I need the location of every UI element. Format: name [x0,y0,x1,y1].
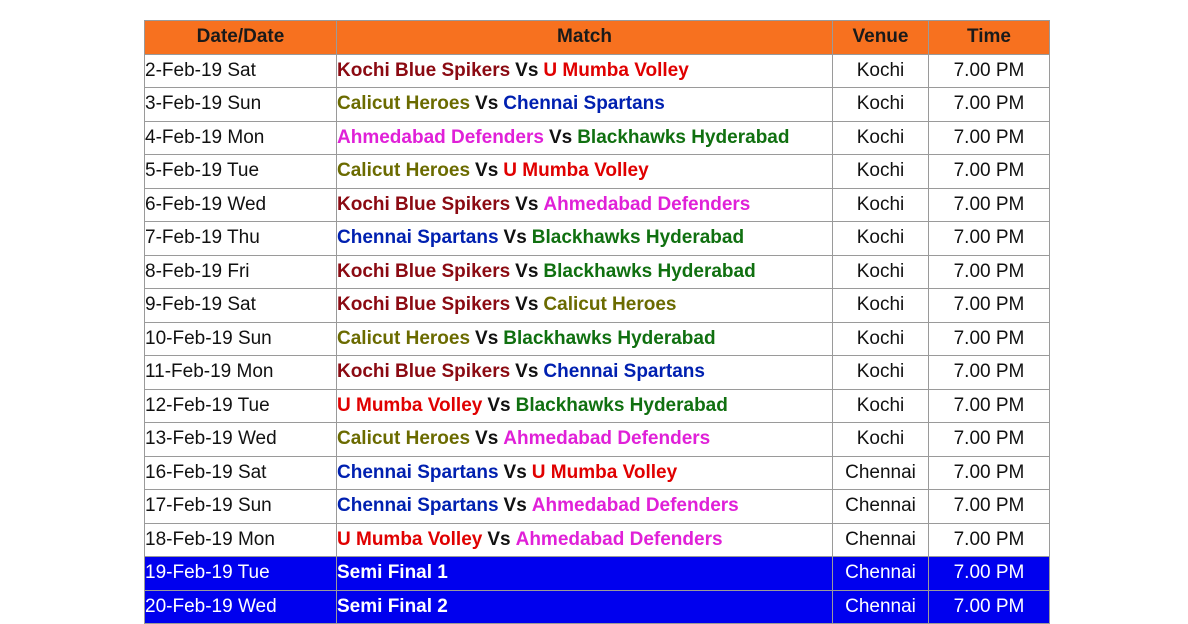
match-venue: Chennai [833,490,929,524]
match-date: 4-Feb-19 Mon [145,121,337,155]
team-away: Chennai Spartans [503,93,665,115]
vs-label: Vs [475,327,499,349]
match-venue: Kochi [833,423,929,457]
match-time: 7.00 PM [929,423,1050,457]
match-time: 7.00 PM [929,121,1050,155]
team-away: U Mumba Volley [531,461,678,483]
match-cell [337,356,833,390]
team-away: U Mumba Volley [503,160,649,182]
vs-label: Vs [487,394,511,416]
match-title: Semi Final 2 [337,595,448,617]
vs-label: Vs [475,160,499,182]
match-cell [337,155,833,189]
header-time: Time [929,21,1050,55]
team-home: Calicut Heroes [337,428,471,450]
table-row [145,54,1050,88]
header-row [145,21,1050,55]
match-cell [337,389,833,423]
match-date: 12-Feb-19 Tue [145,389,337,423]
team-home: Kochi Blue Spikers [337,361,511,383]
team-home: Calicut Heroes [337,93,471,115]
table-row [145,456,1050,490]
table-row [145,255,1050,289]
match-time: 7.00 PM [929,389,1050,423]
match-date: 10-Feb-19 Sun [145,322,337,356]
team-away: Blackhawks Hyderabad [531,227,745,249]
match-date: 2-Feb-19 Sat [145,54,337,88]
match-cell [337,322,833,356]
team-away: Blackhawks Hyderabad [515,394,728,416]
match-title: Semi Final 1 [337,562,448,584]
team-away: Blackhawks Hyderabad [503,327,716,349]
table-row [145,389,1050,423]
match-time: 7.00 PM [929,222,1050,256]
table-row [145,222,1050,256]
table-row [145,155,1050,189]
table-row [145,322,1050,356]
vs-label: Vs [475,428,499,450]
team-home: Chennai Spartans [337,461,499,483]
match-time: 7.00 PM [929,155,1050,189]
team-home: U Mumba Volley [337,528,483,550]
team-away: Ahmedabad Defenders [515,528,723,550]
match-venue: Kochi [833,322,929,356]
match-venue: Kochi [833,155,929,189]
match-date: 7-Feb-19 Thu [145,222,337,256]
match-time: 7.00 PM [929,557,1050,591]
vs-label: Vs [515,193,539,215]
match-date: 18-Feb-19 Mon [145,523,337,557]
table-row [145,523,1050,557]
match-time: 7.00 PM [929,490,1050,524]
match-cell [337,255,833,289]
team-home: Ahmedabad Defenders [337,126,544,148]
team-away: Calicut Heroes [543,294,677,316]
match-cell [337,289,833,323]
header-venue: Venue [833,21,929,55]
match-time: 7.00 PM [929,54,1050,88]
match-venue: Chennai [833,456,929,490]
match-venue: Kochi [833,255,929,289]
team-away: Ahmedabad Defenders [543,193,751,215]
team-home: Calicut Heroes [337,327,471,349]
team-home: Kochi Blue Spikers [337,59,511,81]
team-away: Ahmedabad Defenders [531,495,739,517]
match-date: 11-Feb-19 Mon [145,356,337,390]
match-time: 7.00 PM [929,356,1050,390]
match-time: 7.00 PM [929,523,1050,557]
team-home: Chennai Spartans [337,495,499,517]
table-row [145,356,1050,390]
table-row-final [145,557,1050,591]
team-away: Blackhawks Hyderabad [543,260,756,282]
match-cell [337,456,833,490]
match-time: 7.00 PM [929,322,1050,356]
match-venue: Kochi [833,121,929,155]
team-home: Kochi Blue Spikers [337,260,511,282]
match-venue: Chennai [833,557,929,591]
team-away: Blackhawks Hyderabad [577,126,790,148]
match-time: 7.00 PM [929,456,1050,490]
vs-label: Vs [503,227,527,249]
vs-label: Vs [487,528,511,550]
match-venue: Kochi [833,188,929,222]
table-row-final [145,590,1050,624]
match-cell [337,222,833,256]
match-date: 5-Feb-19 Tue [145,155,337,189]
header-date: Date/Date [145,21,337,55]
match-venue: Kochi [833,389,929,423]
match-cell [337,557,833,591]
vs-label: Vs [515,59,539,81]
match-time: 7.00 PM [929,255,1050,289]
team-away: Ahmedabad Defenders [503,428,711,450]
table-row [145,88,1050,122]
match-date: 16-Feb-19 Sat [145,456,337,490]
table-row [145,490,1050,524]
match-cell [337,188,833,222]
vs-label: Vs [548,126,573,148]
match-date: 3-Feb-19 Sun [145,88,337,122]
match-time: 7.00 PM [929,88,1050,122]
team-home: Kochi Blue Spikers [337,193,511,215]
vs-label: Vs [503,495,527,517]
table-row [145,188,1050,222]
match-time: 7.00 PM [929,289,1050,323]
vs-label: Vs [515,361,539,383]
match-venue: Kochi [833,88,929,122]
match-date: 9-Feb-19 Sat [145,289,337,323]
match-date: 6-Feb-19 Wed [145,188,337,222]
match-cell [337,121,833,155]
vs-label: Vs [503,461,527,483]
match-date: 8-Feb-19 Fri [145,255,337,289]
match-venue: Chennai [833,523,929,557]
team-home: U Mumba Volley [337,394,483,416]
team-away: Chennai Spartans [543,361,705,383]
header-match: Match [337,21,833,55]
match-venue: Kochi [833,54,929,88]
match-cell [337,523,833,557]
team-away: U Mumba Volley [543,59,689,81]
match-time: 7.00 PM [929,590,1050,624]
match-date: 19-Feb-19 Tue [145,557,337,591]
match-venue: Kochi [833,222,929,256]
match-cell [337,423,833,457]
match-date: 20-Feb-19 Wed [145,590,337,624]
table-row [145,423,1050,457]
match-cell [337,490,833,524]
team-home: Kochi Blue Spikers [337,294,511,316]
vs-label: Vs [515,260,539,282]
match-cell [337,590,833,624]
match-venue: Chennai [833,590,929,624]
schedule-table [144,20,1050,624]
team-home: Calicut Heroes [337,160,471,182]
vs-label: Vs [475,93,499,115]
table-row [145,289,1050,323]
match-date: 13-Feb-19 Wed [145,423,337,457]
team-home: Chennai Spartans [337,227,499,249]
match-time: 7.00 PM [929,188,1050,222]
table-row [145,121,1050,155]
match-cell [337,54,833,88]
match-venue: Kochi [833,289,929,323]
match-venue: Kochi [833,356,929,390]
schedule-body [145,54,1050,624]
vs-label: Vs [515,294,539,316]
match-cell [337,88,833,122]
match-date: 17-Feb-19 Sun [145,490,337,524]
